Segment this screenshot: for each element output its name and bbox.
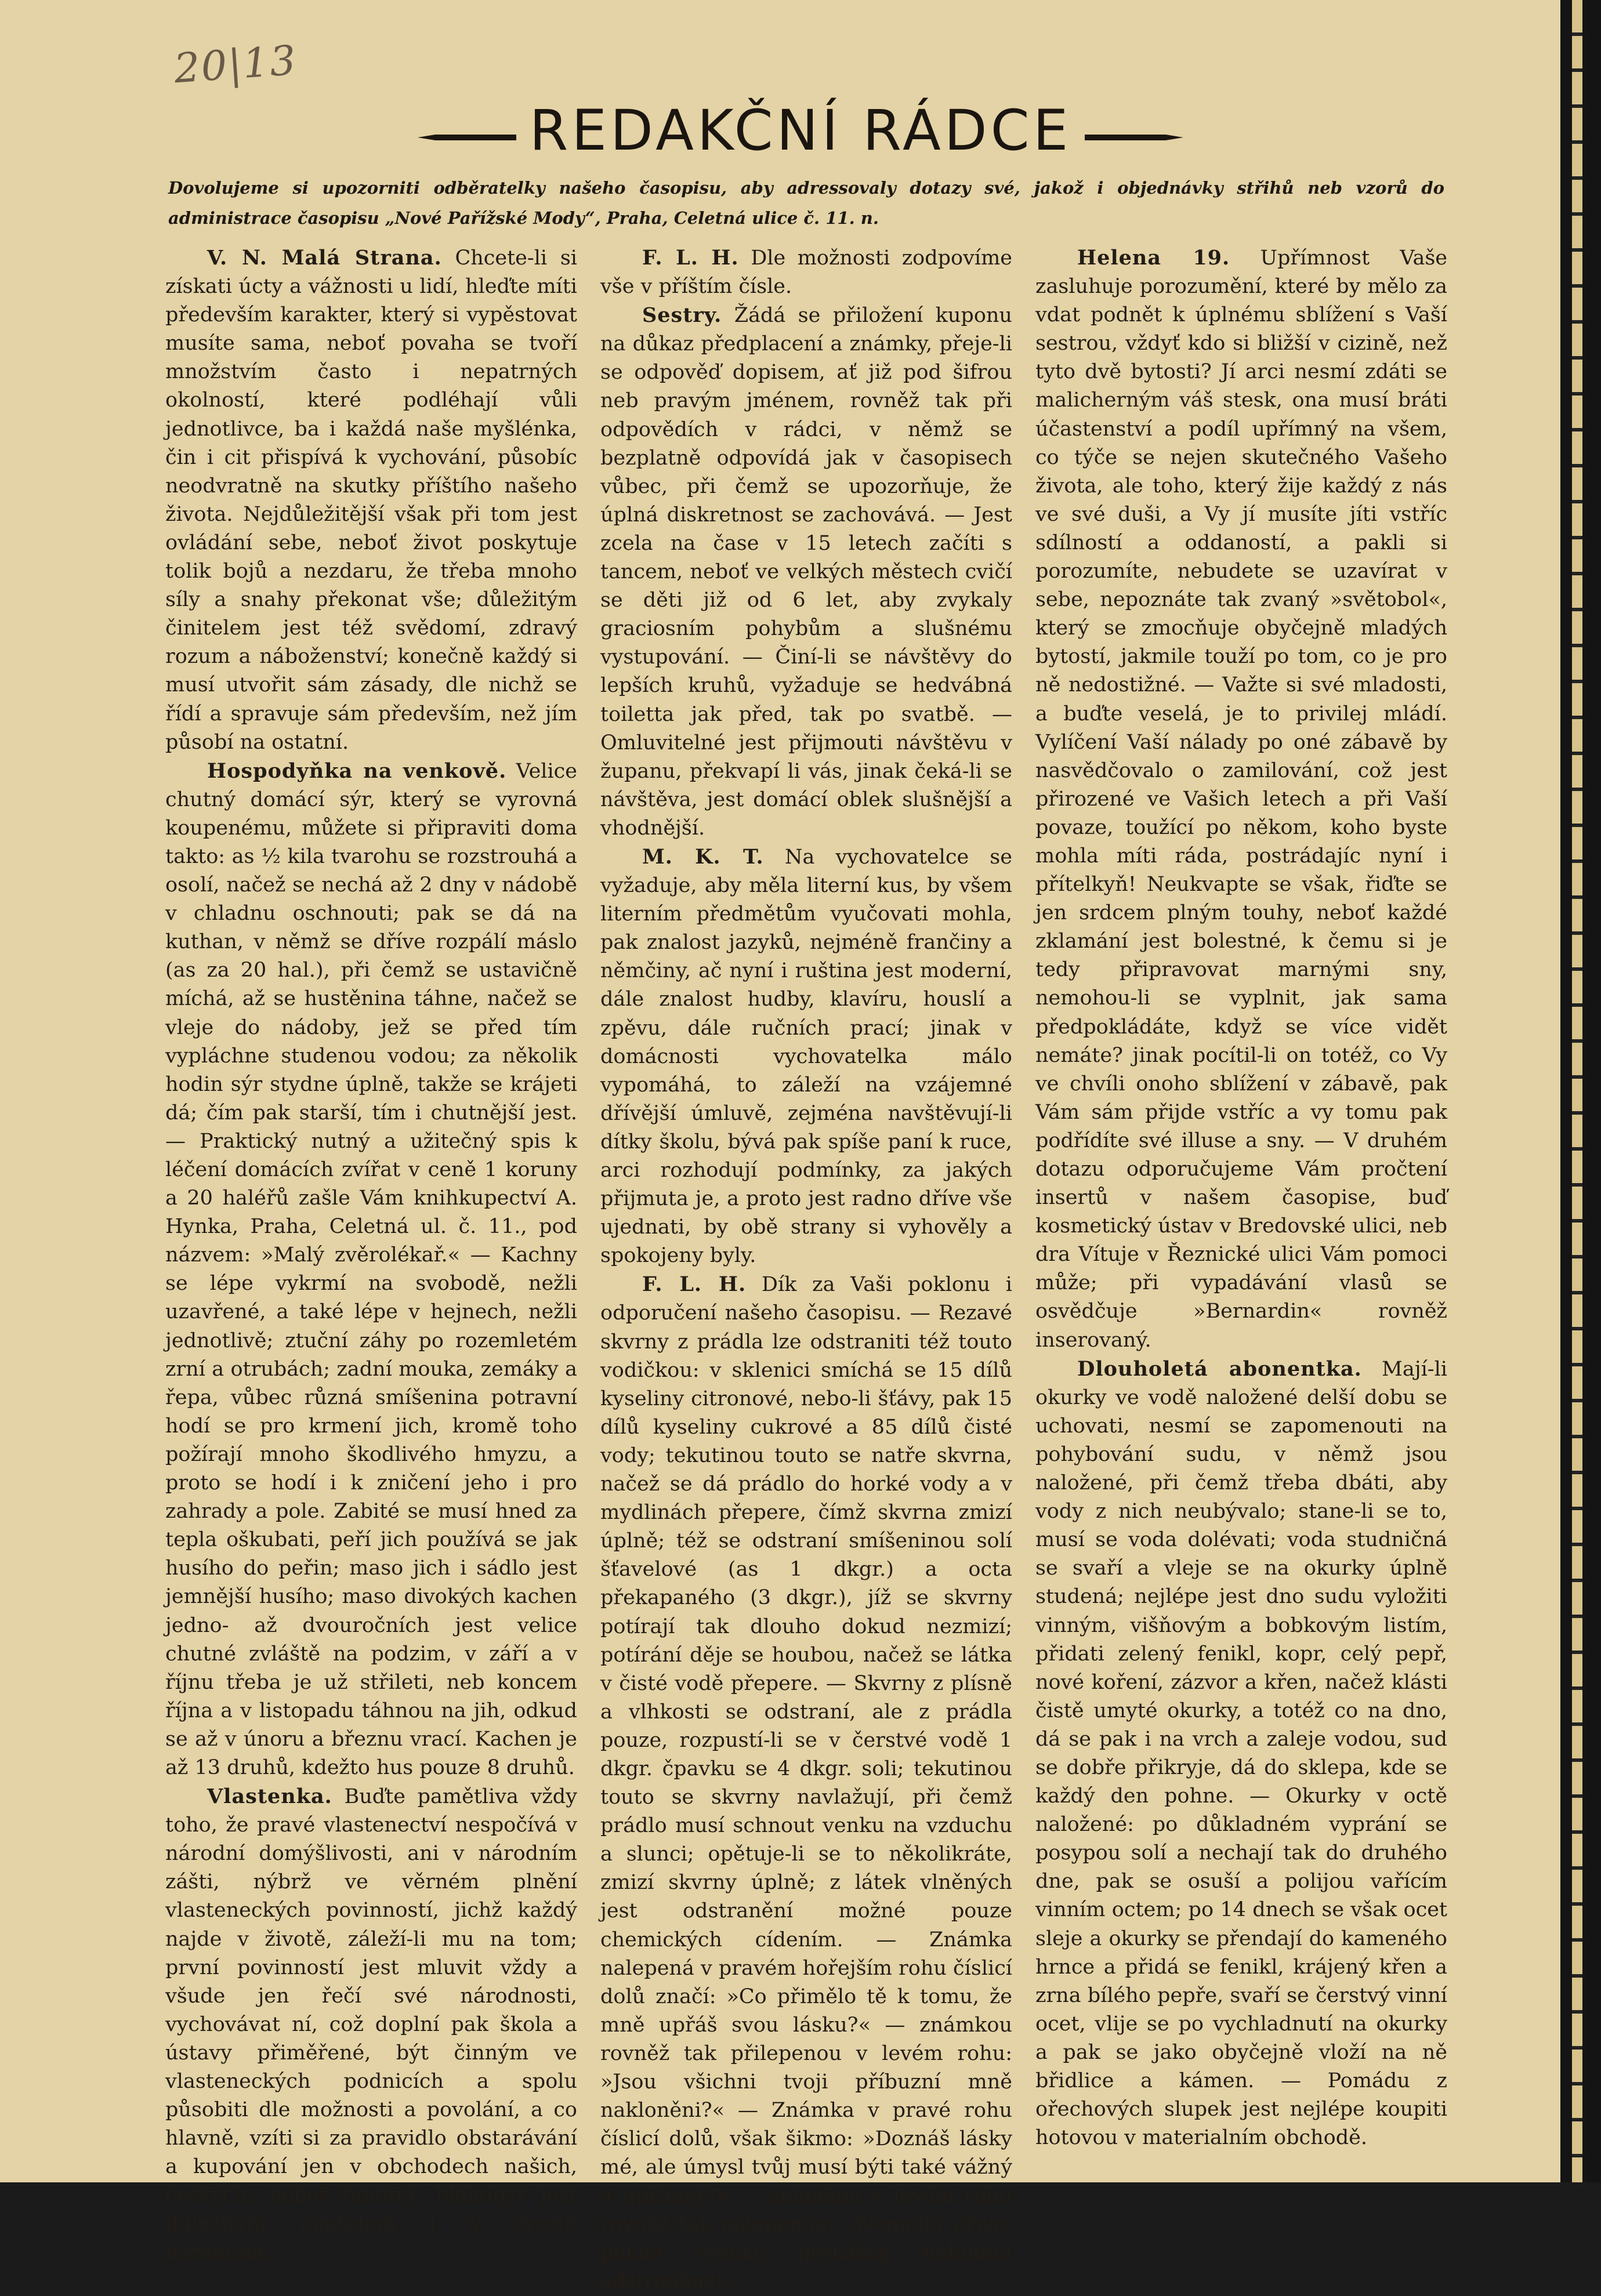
reply-entry bbox=[165, 1782, 577, 2267]
correspondent-name: F. L. H. bbox=[642, 1272, 747, 1297]
correspondent-name: M. K. T. bbox=[642, 844, 764, 869]
page-title: REDAKČNÍ RÁDCE bbox=[529, 98, 1072, 163]
column-1 bbox=[165, 244, 577, 2267]
reply-entry bbox=[600, 301, 1012, 843]
reply-entry bbox=[1035, 1355, 1447, 2153]
reply-text: Mají-li okurky ve vodě naložené delší dobu se uchovati, nesmí se zapomenouti na pohybování sudu, v němž jsou naložené, při čemž třeba dbáti, aby vody z nich neubývalo; stane-li se to, musí se voda dolévati; voda studničná se svaří a vleje se na okurky úplně studená; nejlépe jest dno sudu vyložiti vinným, višňovým a bobkovým listím, přidati zelený fenikl, kopr, celý pepř, nové koření, zázvor a křen, načež klásti čistě umyté okurky, a totéž co na dno, dá se pak i na vrch a zaleje vodou, sud se dobře přikryje, dá do sklepa, kde se každý den pohne. — Okurky v octě naložené: po důkladném vyprání se posypou solí a nechají tak do druhého dne, pak se osuší a polijou vařícím vinním octem; po 14 dnech se však ocet sleje a okurky se přendají do kameného hrnce a přidá se fenikl, krájený křen a zrna bílého pepře, svaří se čerstvý vinní ocet, vlije se po vychladnutí na okurky a pak se jako obyčejně vloží na ně břidlice a kámen. — Pomádu z ořechových slupek jest nejlépe koupiti hotovou v materialním obchodě. bbox=[1035, 1357, 1447, 2150]
reply-text: Žádá se přiložení kuponu na důkaz předplacení a známky, přeje-li se odpověď dopisem, ať již pod šifrou neb pravým jménem, rovněž tak při odpovědích v rádci, v němž se bezplatně odpovídá jak v časopisech vůbec, při čemž se upozorňuje, že úplná diskretnost se zachovává. — Jest zcela na čase v 15 letech začíti s tancem, neboť ve velkých městech cvičí se děti již od 6 let, aby zvykaly graciosním pohybům a slušnému vystupování. — Činí-li se návštěvy do lepších kruhů, vyžaduje se hedvábná toiletta jak před, tak po svatbě. — Omluvitelné jest přijmouti návštěvu v županu, překvapí li vás, jinak čeká-li se návštěva, jest domácí oblek slušnější a vhodnější. bbox=[600, 304, 1012, 840]
column-3 bbox=[1035, 244, 1447, 2152]
reply-entry bbox=[165, 244, 577, 757]
scan-ruler bbox=[1572, 0, 1582, 2182]
column-2 bbox=[600, 244, 1012, 2296]
handwritten-page-number: 20|13 bbox=[172, 36, 299, 93]
correspondent-name: Dlouholetá abonentka. bbox=[1077, 1356, 1362, 1381]
reply-entry bbox=[165, 757, 577, 1782]
reply-text: Buďte pamětliva vždy toho, že pravé vlastenectví nespočívá v národní domýšlivosti, ani v národním zášti, nýbrž ve věrném plnění vlasteneckých povinností, jichž každý najde v životě, záleží-li mu na tom; první povinností jest mluvit vždy a všude jen řečí své národnosti, vychovávat ní, což doplní pak škola a ústavy přiměřené, být činným ve vlasteneckých podnicích a spolu působiti dle možnosti a povolání, a co hlavně, vzíti si za pravidlo obstarávání a kupování jen v obchodech našich, českých, neboť hmotný blahobyt jest důležitým činitelem i v životě národním. bbox=[165, 1785, 577, 2264]
reply-entry bbox=[1035, 244, 1447, 1355]
correspondent-name: Helena 19. bbox=[1077, 246, 1230, 270]
reply-text: Dle možnosti zodpovíme vše v příštím čísle. bbox=[600, 246, 1012, 299]
reply-entry bbox=[600, 244, 1012, 301]
reply-text: Dík za Vaši poklonu i odporučení našeho časopisu. — Rezavé skvrny z prádla lze odstraniti též touto vodičkou: v sklenici smíchá se 15 dílů kyseliny citronové, nebo-li šťávy, pak 15 dílů kyseliny cukrové a 85 dílů čisté vody; tekutinou touto se natře skvrna, načež se dá prádlo do horké vody a v mydlinách přepere, čímž skvrna zmizí úplně; též se odstraní smíšeninou solí šťavelové (as 1 dkgr.) a octa překapaného (3 dkgr.), jíž se skvrny potírají tak dlouho dokud nezmizí; potírání děje se houbou, načež se látka v čisté vodě přepere. — Skvrny z plísně a vlhkosti se odstraní, ale z prádla pouze, rozpustí-li se v čerstvé vodě 1 dkgr. čpavku se 4 dkgr. soli; tekutinou touto se skvrny navlažují, při čemž prádlo musí schnout venku na vzduchu a slunci; opětuje-li se to několikráte, zmizí skvrny úplně; z látek vlněných jest odstranění možné pouze chemických cídením. — Známka nalepená v pravém hořejším rohu číslicí dolů značí: »Co přimělo tě k tomu, že mně upřáš svou lásku?« — známkou rovněž tak přilepenou v levém rohu: »Jsou všichni tvoji příbuzní mně nakloněni?« — Známka v pravé rohu číslicí dolů, však šikmo: »Doznáš lásky mé, ale úmysl tvůj musí býti také vážný a upřímný!« — známkou v levém rohu rovněž tak nalepenou: »Nemohu dříve, pokud všecky překážky nebudou odstraněny!« bbox=[600, 1273, 1012, 2293]
title-rule-right bbox=[1085, 135, 1183, 140]
reply-text: Upřímnost Vaše zasluhuje porozumění, které by mělo za vdat podnět k úplnému sblížení s Vaší sestrou, vždyť kdo si bližší v cizině, než tyto dvě bytosti? Jí arci nesmí zdáti se malicherným váš stesk, ona musí bráti účastenství a podíl upřímný na všem, co týče se nejen skutečného Vašeho života, ale toho, který žije každý z nás ve své duši, a Vy jí musíte jíti vstříc sdílností a oddaností, a pakli si porozumíte, nebudete se uzavírat v sebe, nepoznáte tak zvaný »světobol«, který se zmocňuje obyčejně mladých bytostí, jakmile touží po tom, co je pro ně nedostižné. — Važte si své mladosti, a buďte veselá, je to privilej mládí. Vylíčení Vaší nálady po oné zábavě by nasvědčovalo o zamilování, což jest přirozené ve Vašich letech a při Vaší povaze, toužící po někom, koho byste mohla míti ráda, postrádajíc nyní i přítelkyň! Neukvapte se však, řiďte se jen srdcem plným touhy, neboť každé zklamání jest bolestné, k čemu si je tedy připravovat marnými sny, nemohou-li se vyplnit, jak sama předpokládáte, když se více vidět nemáte? jinak pocítil-li on totéž, co Vy ve chvíli onoho sblížení v zábavě, pak Vám sám přijde vstříc a vy tomu pak podřídíte své illuse a sny. — V druhém dotazu odporučujeme Vám pročtení insertů v našem časopise, buď kosmetický ústav v Bredovské ulici, neb dra Vítuje v Řeznické ulici Vám pomoci může; při vypadávání vlasů se osvědčuje »Bernardin« rovněž inserovaný. bbox=[1035, 246, 1447, 1352]
correspondent-name: Sestry. bbox=[642, 303, 722, 328]
editorial-notice: Dovolujeme si upozorniti odběratelky našeho časopisu, aby adressovaly dotazy své, jakož i objednávky střihů neb vzorů do administrace časopisu „Nové Pařížské Mody“, Praha, Celetná ulice č. 11. n. bbox=[168, 178, 1444, 228]
reply-entry bbox=[600, 1270, 1012, 2295]
reply-text: Velice chutný domácí sýr, který se vyrovná koupenému, můžete si připraviti doma takto: as ½ kila tvarohu se rozstrouhá a osolí, načež se nechá až 2 dny v nádobě v chladnu oschnouti; pak se dá na kuthan, v němž se dříve rozpálí máslo (as za 20 hal.), při čemž se ustavičně míchá, až se hustěnina táhne, načež se vleje do nádoby, jež se před tím vypláchne studenou vodou; za několik hodin sýr stydne úplně, takže se krájeti dá; čím pak starší, tím i chutnější jest. — Praktický nutný a užitečný spis k léčení domácích zvířat v ceně 1 koruny a 20 haléřů zašle Vám knihkupectví A. Hynka, Praha, Celetná ul. č. 11., pod názvem: »Malý zvěrolékař.« — Kachny se lépe vykrmí na svobodě, nežli uzavřené, a také lépe v hejnech, nežli jednotlivě; ztuční záhy po rozemletém zrní a otrubách; zadní mouka, zemáky a řepa, vůbec různá smíšenina potravní hodí se pro krmení jich, kromě toho požírají mnoho škodlivého hmyzu, a proto se hodí i k zničení jeho i pro zahrady a pole. Zabité se musí hned za tepla oškubati, peří jich používá se jak husího do peřin; maso jich i sádlo jest jemnější husího; maso divokých kachen jedno- až dvouročních jest velice chutné zvláště na podzim, v září a v říjnu třeba je už střileti, neb koncem října a v listopadu táhnou na jih, odkud se až v únoru a březnu vrací. Kachen je až 13 druhů, kdežto hus pouze 8 druhů. bbox=[165, 759, 577, 1779]
reply-entry bbox=[600, 843, 1012, 1270]
reply-text: Na vychovatelce se vyžaduje, aby měla literní kus, by všem literním předmětům vyučovati mohla, pak znalost jazyků, nejméně frančiny a němčiny, ač nyní i ruština jest moderní, dále znalost hudby, klavíru, houslí a zpěvu, dále ručních prací; jinak v domácnosti vychovatelka málo vypomáhá, to záleží na vzájemné dřívější úmluvě, zejména navštěvují-li dítky školu, bývá pak spíše paní k ruce, arci rozhodují podmínky, za jakých přijmuta je, a proto jest radno dříve vše ujednati, by obě strany si vyhověly a spokojeny byly. bbox=[600, 845, 1012, 1268]
correspondent-name: Vlastenka. bbox=[207, 1784, 332, 1809]
correspondent-name: Hospodyňka na venkově. bbox=[207, 759, 507, 783]
correspondent-name: F. L. H. bbox=[642, 246, 739, 270]
reply-text: Chcete-li si získati úcty a vážnosti u lidí, hleďte míti především karakter, který si vypěstovat musíte sama, neboť povaha se tvoří množstvím často i nepatrných okolností, které podléhají vůli jednotlivce, ba i každá naše myšlénka, čin i cit přispívá k vychování, působíc neodvratně na skutky příštího našeho života. Nejdůležitější však při tom jest ovládání sebe, neboť život poskytuje tolik bojů a nezdaru, že třeba mnoho síly a snahy překonat vše; důležitým činitelem jest též svědomí, zdravý rozum a náboženství; konečně každý si musí utvořit sám zásady, dle nichž se řídí a spravuje sám především, než jím působí na ostatní. bbox=[165, 246, 577, 754]
header bbox=[406, 93, 1195, 168]
correspondent-name: V. N. Malá Strana. bbox=[207, 246, 442, 270]
